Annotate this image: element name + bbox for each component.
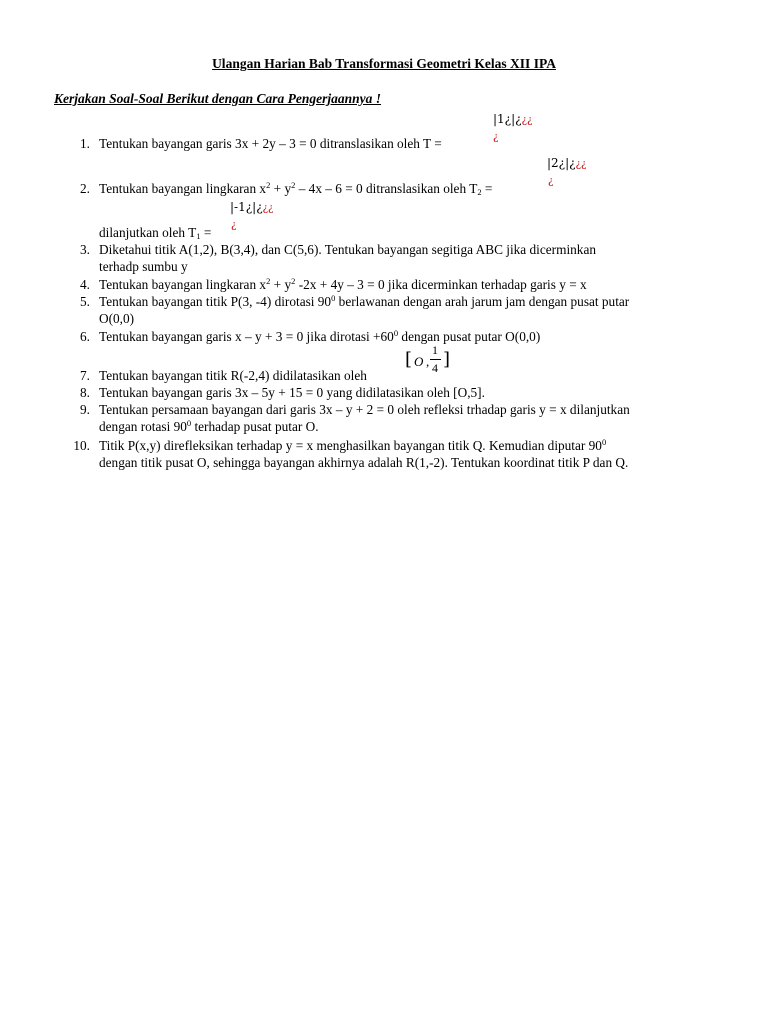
matrix-glyphs-red: ¿¿ xyxy=(575,159,587,170)
instruction-heading: Kerjakan Soal-Soal Berikut dengan Cara Pengerjaannya ! xyxy=(54,91,382,106)
translation-matrix-t2 xyxy=(547,156,586,172)
matrix-glyphs: |-1¿|¿ xyxy=(230,200,263,214)
superscript: 0 xyxy=(331,293,336,303)
question-text xyxy=(99,418,719,435)
text-part: = xyxy=(200,225,212,240)
superscript: 2 xyxy=(291,180,296,190)
superscript: 0 xyxy=(393,328,399,338)
subscript: 1 xyxy=(196,231,201,241)
translation-matrix-t1 xyxy=(230,200,273,216)
question-number: 5. xyxy=(80,294,90,309)
text-part: dengan pusat putar O(0,0) xyxy=(398,329,541,344)
matrix-mark: ¿ xyxy=(493,132,499,143)
text-part: dilanjutkan oleh T xyxy=(99,225,197,240)
question-number: 7. xyxy=(80,368,90,383)
document-title: Ulangan Harian Bab Transformasi Geometri Kelas XII IPA xyxy=(212,56,556,71)
matrix-glyphs-red: ¿¿ xyxy=(262,203,274,214)
question-number: 8. xyxy=(80,385,90,400)
matrix-glyphs: |1¿|¿ xyxy=(493,112,522,126)
text-part: Tentukan bayangan lingkaran x xyxy=(99,181,267,196)
text-part: berlawanan dengan arah jarum jam dengan pusat putar xyxy=(335,294,630,309)
question-text xyxy=(99,437,719,454)
comma: , xyxy=(426,354,430,369)
open-bracket: [ xyxy=(405,349,413,370)
text-part: dengan rotasi 90 xyxy=(99,419,187,434)
question-text xyxy=(99,293,719,310)
fraction-denominator: 4 xyxy=(432,361,438,375)
text-part: – 4x – 6 = 0 ditranslasikan oleh T xyxy=(295,181,478,196)
question-number: 4. xyxy=(80,277,90,292)
question-text: dengan titik pusat O, sehingga bayangan akhirnya adalah R(1,-2). Tentukan koordinat titik P dan Q. xyxy=(99,455,629,470)
fraction-bar xyxy=(430,359,441,360)
question-number: 2. xyxy=(80,181,90,196)
text-part: -2x + 4y – 3 = 0 jika dicerminkan terhadap garis y = x xyxy=(295,277,587,292)
text-part: + y xyxy=(270,277,292,292)
dilation-center: O xyxy=(414,354,424,369)
matrix-mark: ¿ xyxy=(548,176,554,187)
question-number: 10. xyxy=(73,438,90,453)
question-text xyxy=(99,276,719,293)
superscript: 2 xyxy=(266,276,271,286)
text-part: + y xyxy=(270,181,292,196)
matrix-glyphs: |2¿|¿ xyxy=(547,156,576,170)
text-part: Tentukan bayangan lingkaran x xyxy=(99,277,267,292)
question-number: 3. xyxy=(80,242,90,257)
question-text: Tentukan persamaan bayangan dari garis 3x – y + 2 = 0 oleh refleksi trhadap garis y = x dilanjutkan xyxy=(99,402,630,417)
text-part: terhadap pusat putar O. xyxy=(191,419,319,434)
text-part: Tentukan bayangan titik P(3, -4) dirotasi 90 xyxy=(99,294,332,309)
matrix-mark: ¿ xyxy=(231,220,237,231)
text-part: = xyxy=(481,181,493,196)
question-number: 9. xyxy=(80,402,90,417)
question-text: terhadp sumbu y xyxy=(99,259,188,274)
matrix-glyphs-red: ¿¿ xyxy=(521,115,533,126)
text-part: Titik P(x,y) direfleksikan terhadap y = x menghasilkan bayangan titik Q. Kemudian diputar 90 xyxy=(99,438,602,453)
question-number: 6. xyxy=(80,329,90,344)
question-text xyxy=(99,328,719,345)
question-text: Tentukan bayangan garis 3x – 5y + 15 = 0 yang didilatasikan oleh [O,5]. xyxy=(99,385,485,400)
superscript: 2 xyxy=(266,180,271,190)
fraction-numerator: 1 xyxy=(432,343,438,357)
superscript: 0 xyxy=(601,437,607,447)
superscript: 0 xyxy=(186,418,192,428)
question-text xyxy=(99,180,719,197)
question-text: O(0,0) xyxy=(99,311,135,326)
question-text xyxy=(99,224,719,241)
question-text: Tentukan bayangan titik R(-2,4) didilatasikan oleh xyxy=(99,368,367,383)
superscript: 2 xyxy=(291,276,296,286)
text-part: Tentukan bayangan garis x – y + 3 = 0 jika dirotasi +60 xyxy=(99,329,394,344)
translation-matrix-t xyxy=(493,112,532,128)
close-bracket: ] xyxy=(443,349,451,370)
subscript: 2 xyxy=(477,187,482,197)
question-number: 1. xyxy=(80,136,90,151)
question-text: Diketahui titik A(1,2), B(3,4), dan C(5,6). Tentukan bayangan segitiga ABC jika dicerminkan xyxy=(99,242,596,257)
question-text: Tentukan bayangan garis 3x + 2y – 3 = 0 ditranslasikan oleh T = xyxy=(99,136,442,151)
